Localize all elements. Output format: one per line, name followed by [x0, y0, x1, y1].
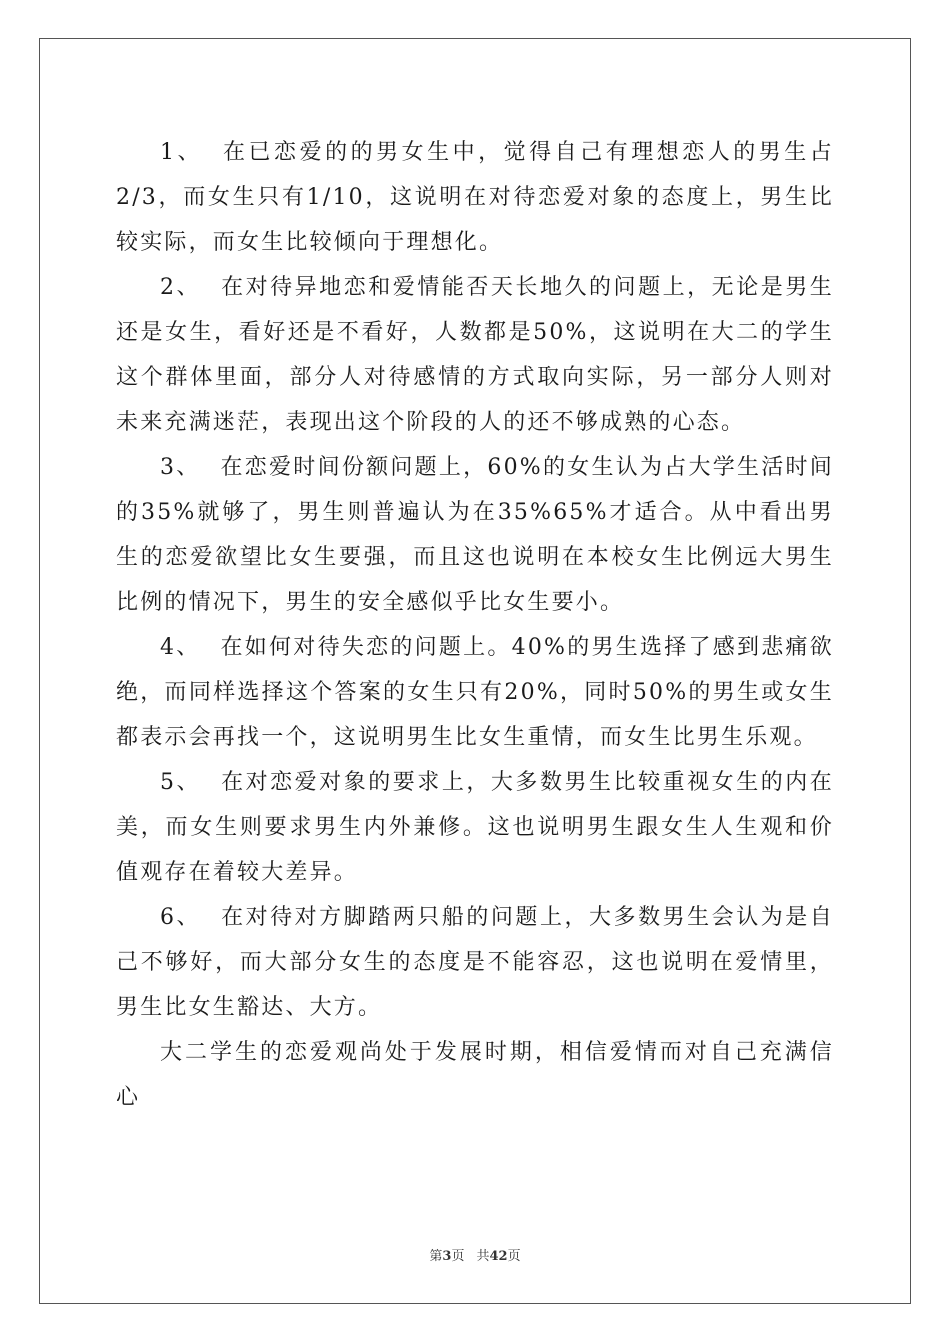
- total-prefix: 共: [476, 1249, 490, 1264]
- paragraph-text: 在对待异地恋和爱情能否天长地久的问题上，无论是男生还是女生，看好还是不看好，人数都是50%，这说明在大二的学生这个群体里面，部分人对待感情的方式取向实际，另一部分人则对未来充满迷茫，表现出这个阶段的人的还不够成熟的心态。: [116, 275, 834, 435]
- paragraph-text: 在对恋爱对象的要求上，大多数男生比较重视女生的内在美，而女生则要求男生内外兼修。这也说明男生跟女生人生观和价值观存在着较大差异。: [116, 770, 834, 885]
- paragraph-text: 大二学生的恋爱观尚处于发展时期，相信爱情而对自己充满信心: [116, 1040, 834, 1110]
- paragraph-4: [116, 625, 834, 760]
- paragraph-text: 在已恋爱的的男女生中，觉得自己有理想恋人的男生占2/3，而女生只有1/10，这说明在对待恋爱对象的态度上，男生比较实际，而女生比较倾向于理想化。: [116, 140, 834, 255]
- paragraph-text: 在恋爱时间份额问题上，60%的女生认为占大学生活时间的35%就够了，男生则普遍认为在35%65%才适合。从中看出男生的恋爱欲望比女生要强，而且这也说明在本校女生比例远大男生比例的情况下，男生的安全感似乎比女生要小。: [116, 455, 834, 615]
- paragraph-number: 6、: [160, 905, 202, 930]
- page-suffix: 页: [451, 1249, 465, 1264]
- paragraph-number: 1、: [160, 140, 204, 165]
- paragraph-3: [116, 445, 834, 625]
- paragraph-number: 4、: [160, 635, 201, 660]
- paragraph-number: 5、: [160, 770, 202, 795]
- paragraph-text: 在如何对待失恋的问题上。40%的男生选择了感到悲痛欲绝，而同样选择这个答案的女生只有20%，同时50%的男生或女生都表示会再找一个，这说明男生比女生重情，而女生比男生乐观。: [116, 635, 834, 750]
- paragraph-7: [116, 1030, 834, 1120]
- page-prefix: 第: [429, 1249, 443, 1264]
- paragraph-1: [116, 130, 834, 265]
- current-page-number: 3: [442, 1249, 452, 1264]
- page-footer: [0, 1245, 950, 1264]
- paragraph-2: [116, 265, 834, 445]
- paragraph-5: [116, 760, 834, 895]
- paragraph-number: 3、: [160, 455, 201, 480]
- paragraph-number: 2、: [160, 275, 202, 300]
- total-page-count: 42: [489, 1249, 508, 1264]
- paragraph-text: 在对待对方脚踏两只船的问题上，大多数男生会认为是自己不够好，而大部分女生的态度是不能容忍，这也说明在爱情里，男生比女生豁达、大方。: [116, 905, 834, 1020]
- total-suffix: 页: [507, 1249, 521, 1264]
- document-body: [116, 130, 834, 1120]
- paragraph-6: [116, 895, 834, 1030]
